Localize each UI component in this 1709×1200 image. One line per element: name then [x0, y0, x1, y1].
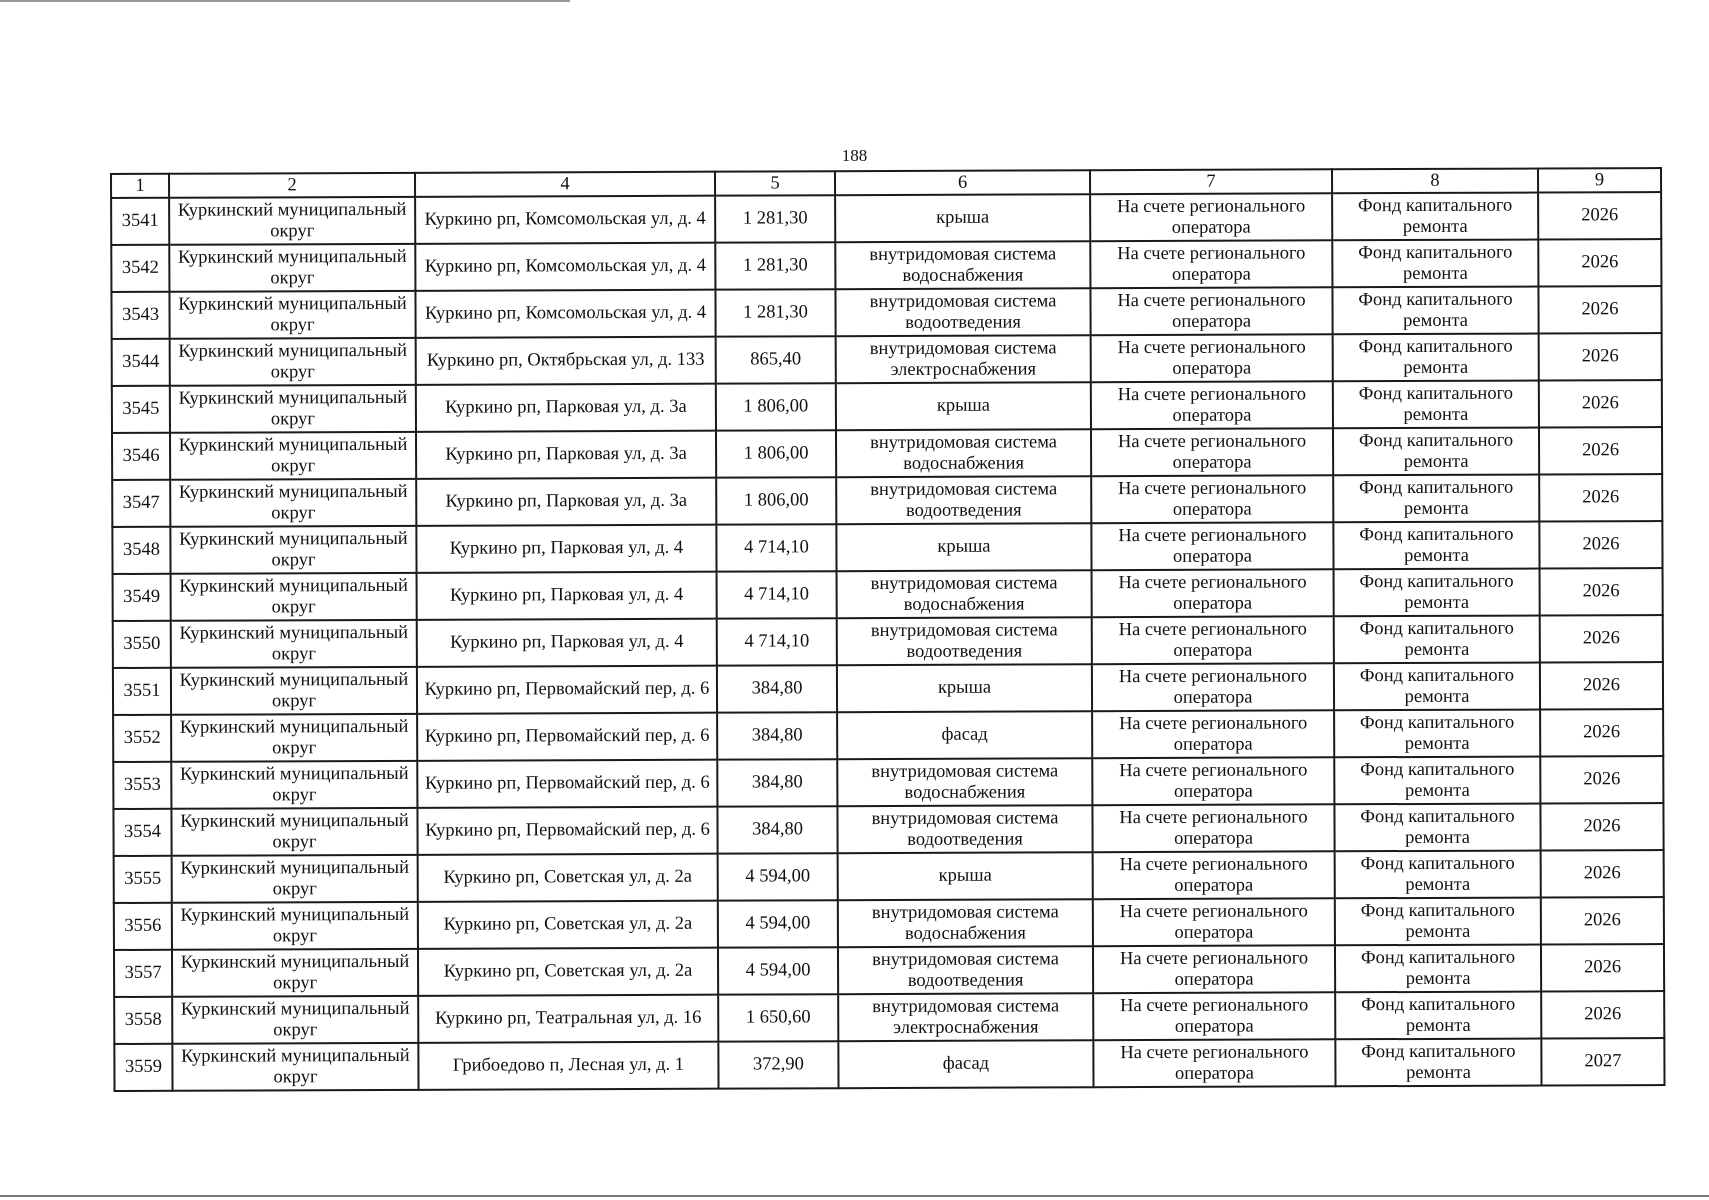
account-cell: На счете регионального оператора — [1092, 616, 1334, 664]
funding-source-cell: Фонд капитального ремонта — [1335, 945, 1541, 993]
work-type-cell: фасад — [837, 711, 1092, 759]
year-cell: 2026 — [1539, 521, 1662, 568]
funding-source-cell: Фонд капитального ремонта — [1332, 193, 1538, 241]
row-number: 3549 — [113, 574, 171, 621]
district-cell: Куркинский муниципальный округ — [171, 808, 417, 856]
table-row — [113, 756, 1663, 809]
work-type-cell: крыша — [836, 382, 1091, 430]
year-cell: 2026 — [1540, 756, 1663, 803]
area-cell: 4 714,10 — [717, 571, 837, 618]
address-cell: Куркино рп, Парковая ул, д. 3а — [416, 431, 716, 479]
work-type-cell: крыша — [837, 664, 1092, 712]
work-type-cell: внутридомовая система водоотведения — [835, 288, 1090, 336]
area-cell: 1 281,30 — [715, 242, 835, 289]
account-cell: На счете регионального оператора — [1092, 663, 1334, 711]
row-number: 3547 — [112, 480, 170, 527]
row-number: 3542 — [111, 245, 169, 292]
row-number: 3544 — [112, 339, 170, 386]
funding-source-cell: Фонд капитального ремонта — [1333, 334, 1539, 382]
account-cell: На счете регионального оператора — [1090, 287, 1332, 335]
address-cell: Куркино рп, Парковая ул, д. 4 — [416, 525, 716, 573]
district-cell: Куркинский муниципальный округ — [171, 573, 417, 621]
funding-source-cell: Фонд капитального ремонта — [1334, 710, 1540, 758]
address-cell: Куркино рп, Парковая ул, д. 3а — [416, 478, 716, 526]
table-row — [113, 662, 1663, 715]
funding-source-cell: Фонд капитального ремонта — [1334, 616, 1540, 664]
year-cell: 2026 — [1538, 239, 1661, 286]
account-cell: На счете регионального оператора — [1093, 992, 1335, 1040]
area-cell: 1 281,30 — [715, 195, 835, 242]
row-number: 3557 — [114, 950, 172, 997]
district-cell: Куркинский муниципальный округ — [171, 761, 417, 809]
row-number: 3555 — [114, 856, 172, 903]
account-cell: На счете регионального оператора — [1091, 522, 1333, 570]
address-cell: Куркино рп, Советская ул, д. 2а — [418, 901, 718, 949]
column-header: 6 — [835, 170, 1090, 195]
funding-source-cell: Фонд капитального ремонта — [1335, 992, 1541, 1040]
area-cell: 4 594,00 — [718, 853, 838, 900]
district-cell: Куркинский муниципальный округ — [169, 244, 415, 292]
column-header: 7 — [1090, 169, 1332, 194]
funding-source-cell: Фонд капитального ремонта — [1334, 804, 1540, 852]
area-cell: 372,90 — [718, 1041, 838, 1088]
area-cell: 865,40 — [716, 336, 836, 383]
district-cell: Куркинский муниципальный округ — [170, 526, 416, 574]
funding-source-cell: Фонд капитального ремонта — [1333, 522, 1539, 570]
year-cell: 2026 — [1540, 662, 1663, 709]
table-row — [113, 615, 1663, 668]
work-type-cell: внутридомовая система водоотведения — [837, 617, 1092, 665]
district-cell: Куркинский муниципальный округ — [172, 1043, 418, 1091]
account-cell: На счете регионального оператора — [1092, 710, 1334, 758]
table-row — [111, 286, 1661, 339]
table-row — [114, 991, 1664, 1044]
district-cell: Куркинский муниципальный округ — [170, 432, 416, 480]
account-cell: На счете регионального оператора — [1093, 898, 1335, 946]
district-cell: Куркинский муниципальный округ — [172, 996, 418, 1044]
scan-edge-line-bottom — [0, 1195, 1709, 1197]
row-number: 3546 — [112, 433, 170, 480]
column-header: 4 — [415, 172, 715, 197]
year-cell: 2026 — [1538, 192, 1661, 239]
address-cell: Куркино рп, Парковая ул, д. 4 — [417, 572, 717, 620]
account-cell: На счете регионального оператора — [1090, 240, 1332, 288]
work-type-cell: крыша — [835, 194, 1090, 242]
year-cell: 2026 — [1540, 803, 1663, 850]
area-cell: 4 594,00 — [718, 900, 838, 947]
district-cell: Куркинский муниципальный округ — [172, 855, 418, 903]
column-header: 5 — [715, 171, 835, 195]
funding-source-cell: Фонд капитального ремонта — [1335, 898, 1541, 946]
row-number: 3556 — [114, 903, 172, 950]
district-cell: Куркинский муниципальный округ — [169, 291, 415, 339]
funding-source-cell: Фонд капитального ремонта — [1333, 475, 1539, 523]
area-cell: 4 594,00 — [718, 947, 838, 994]
area-cell: 384,80 — [717, 712, 837, 759]
row-number: 3550 — [113, 621, 171, 668]
year-cell: 2026 — [1539, 474, 1662, 521]
funding-source-cell: Фонд капитального ремонта — [1332, 240, 1538, 288]
work-type-cell: внутридомовая система водоснабжения — [836, 429, 1091, 477]
year-cell: 2026 — [1541, 897, 1664, 944]
district-cell: Куркинский муниципальный округ — [170, 385, 416, 433]
year-cell: 2026 — [1540, 709, 1663, 756]
work-type-cell: внутридомовая система водоотведения — [838, 946, 1093, 994]
column-header: 9 — [1538, 168, 1661, 192]
area-cell: 384,80 — [717, 759, 837, 806]
account-cell: На счете регионального оператора — [1091, 475, 1333, 523]
account-cell: На счете регионального оператора — [1090, 193, 1332, 241]
row-number: 3558 — [114, 997, 172, 1044]
district-cell: Куркинский муниципальный округ — [170, 479, 416, 527]
district-cell: Куркинский муниципальный округ — [171, 667, 417, 715]
area-cell: 1 806,00 — [716, 430, 836, 477]
address-cell: Куркино рп, Театральная ул, д. 16 — [418, 995, 718, 1043]
table-row — [113, 568, 1663, 621]
district-cell: Куркинский муниципальный округ — [172, 949, 418, 997]
year-cell: 2026 — [1538, 286, 1661, 333]
address-cell: Куркино рп, Комсомольская ул, д. 4 — [415, 290, 715, 338]
area-cell: 384,80 — [717, 806, 837, 853]
address-cell: Куркино рп, Парковая ул, д. 3а — [416, 384, 716, 432]
address-cell: Куркино рп, Комсомольская ул, д. 4 — [415, 243, 715, 291]
work-type-cell: крыша — [836, 523, 1091, 571]
row-number: 3548 — [112, 527, 170, 574]
table-row — [111, 192, 1661, 245]
row-number: 3541 — [111, 198, 169, 245]
year-cell: 2026 — [1541, 991, 1664, 1038]
account-cell: На счете регионального оператора — [1091, 381, 1333, 429]
page-number: 188 — [841, 146, 868, 165]
row-number: 3553 — [113, 762, 171, 809]
funding-source-cell: Фонд капитального ремонта — [1333, 381, 1539, 429]
area-cell: 1 650,60 — [718, 994, 838, 1041]
work-type-cell: фасад — [838, 1040, 1093, 1088]
row-number: 3551 — [113, 668, 171, 715]
address-cell: Грибоедово п, Лесная ул, д. 1 — [418, 1042, 718, 1090]
address-cell: Куркино рп, Парковая ул, д. 4 — [417, 619, 717, 667]
year-cell: 2026 — [1539, 380, 1662, 427]
account-cell: На счете регионального оператора — [1091, 334, 1333, 382]
row-number: 3545 — [112, 386, 170, 433]
address-cell: Куркино рп, Советская ул, д. 2а — [418, 854, 718, 902]
year-cell: 2026 — [1541, 850, 1664, 897]
funding-source-cell: Фонд капитального ремонта — [1334, 663, 1540, 711]
table-row — [114, 944, 1664, 997]
address-cell: Куркино рп, Октябрьская ул, д. 133 — [416, 337, 716, 385]
row-number: 3554 — [113, 809, 171, 856]
address-cell: Куркино рп, Советская ул, д. 2а — [418, 948, 718, 996]
work-type-cell: внутридомовая система водоснабжения — [838, 899, 1093, 947]
table-row — [112, 333, 1662, 386]
row-number: 3559 — [114, 1044, 172, 1091]
table-row — [114, 1038, 1664, 1091]
account-cell: На счете регионального оператора — [1092, 757, 1334, 805]
area-cell: 4 714,10 — [716, 524, 836, 571]
row-number: 3552 — [113, 715, 171, 762]
column-header: 2 — [169, 173, 415, 198]
address-cell: Куркино рп, Первомайский пер, д. 6 — [417, 713, 717, 761]
district-cell: Куркинский муниципальный округ — [169, 197, 415, 245]
funding-source-cell: Фонд капитального ремонта — [1332, 287, 1538, 335]
table-row — [112, 380, 1662, 433]
table-row — [112, 427, 1662, 480]
work-type-cell: внутридомовая система водоснабжения — [835, 241, 1090, 289]
address-cell: Куркино рп, Комсомольская ул, д. 4 — [415, 196, 715, 244]
district-cell: Куркинский муниципальный округ — [170, 338, 416, 386]
capital-repair-table — [110, 167, 1666, 1092]
address-cell: Куркино рп, Первомайский пер, д. 6 — [417, 666, 717, 714]
year-cell: 2027 — [1541, 1038, 1664, 1085]
table-row — [112, 521, 1662, 574]
row-number: 3543 — [111, 292, 169, 339]
area-cell: 384,80 — [717, 665, 837, 712]
account-cell: На счете регионального оператора — [1093, 945, 1335, 993]
funding-source-cell: Фонд капитального ремонта — [1335, 1039, 1541, 1087]
district-cell: Куркинский муниципальный округ — [171, 620, 417, 668]
year-cell: 2026 — [1541, 944, 1664, 991]
work-type-cell: внутридомовая система электроснабжения — [836, 335, 1091, 383]
funding-source-cell: Фонд капитального ремонта — [1334, 569, 1540, 617]
work-type-cell: внутридомовая система водоснабжения — [837, 570, 1092, 618]
work-type-cell: внутридомовая система электроснабжения — [838, 993, 1093, 1041]
table-row — [112, 474, 1662, 527]
column-header: 1 — [111, 174, 169, 198]
work-type-cell: крыша — [838, 852, 1093, 900]
table-row — [114, 850, 1664, 903]
address-cell: Куркино рп, Первомайский пер, д. 6 — [417, 807, 717, 855]
table-row — [114, 897, 1664, 950]
funding-source-cell: Фонд капитального ремонта — [1333, 428, 1539, 476]
table-row — [111, 239, 1661, 292]
account-cell: На счете регионального оператора — [1092, 569, 1334, 617]
district-cell: Куркинский муниципальный округ — [172, 902, 418, 950]
area-cell: 4 714,10 — [717, 618, 837, 665]
account-cell: На счете регионального оператора — [1093, 851, 1335, 899]
year-cell: 2026 — [1539, 427, 1662, 474]
address-cell: Куркино рп, Первомайский пер, д. 6 — [417, 760, 717, 808]
scan-edge-line-top — [0, 0, 570, 2]
year-cell: 2026 — [1540, 615, 1663, 662]
area-cell: 1 806,00 — [716, 383, 836, 430]
year-cell: 2026 — [1540, 568, 1663, 615]
table-row — [113, 803, 1663, 856]
year-cell: 2026 — [1539, 333, 1662, 380]
account-cell: На счете регионального оператора — [1092, 804, 1334, 852]
funding-source-cell: Фонд капитального ремонта — [1334, 757, 1540, 805]
work-type-cell: внутридомовая система водоотведения — [836, 476, 1091, 524]
column-header: 8 — [1332, 169, 1538, 194]
account-cell: На счете регионального оператора — [1091, 428, 1333, 476]
table-row — [113, 709, 1663, 762]
work-type-cell: внутридомовая система водоснабжения — [837, 758, 1092, 806]
account-cell: На счете регионального оператора — [1093, 1039, 1335, 1087]
district-cell: Куркинский муниципальный округ — [171, 714, 417, 762]
work-type-cell: внутридомовая система водоотведения — [837, 805, 1092, 853]
area-cell: 1 281,30 — [715, 289, 835, 336]
area-cell: 1 806,00 — [716, 477, 836, 524]
funding-source-cell: Фонд капитального ремонта — [1335, 851, 1541, 899]
